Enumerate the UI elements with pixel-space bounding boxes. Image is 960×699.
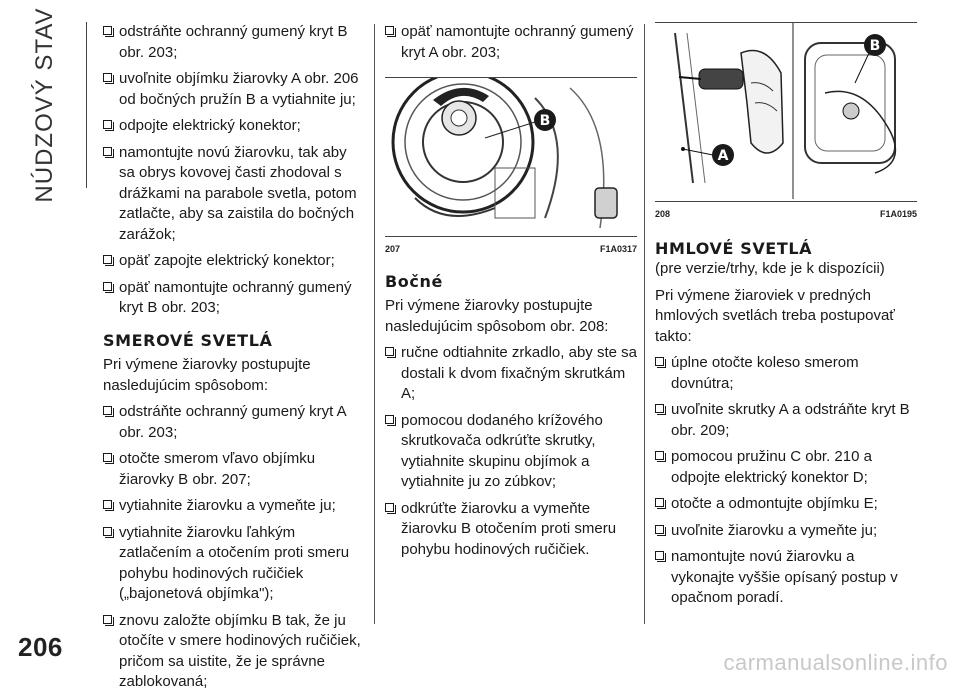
checkbox-square-icon [103,500,112,509]
checkbox-square-icon [655,357,664,366]
column-divider-1 [374,24,375,624]
list-item-text: pomocou dodaného krížového skrutkovača odkrúťte skrutky, vytiahnite skupinu objímok a vytiahnite ju zo zúbkov; [401,411,603,490]
watermark: carmanualsonline.info [723,650,948,675]
figure-208 [655,22,917,202]
list-item [103,69,363,110]
checkbox-square-icon [655,525,664,534]
section-intro: Pri výmene žiarovky postupujte nasledujúcim spôsobom: [103,356,311,394]
checkbox-square-icon [103,26,112,35]
checkbox-square-icon [103,255,112,264]
list-item [103,611,363,693]
figure-207 [385,77,637,237]
side-chapter-title [22,7,68,203]
section-intro: Pri výmene žiaroviek v predných hmlových svetlách treba postupovať takto: [655,286,895,345]
side-rule [86,22,87,188]
column-3 [655,22,917,615]
figure-207-caption [385,239,637,260]
list-item-text: úplne otočte koleso smerom dovnútra; [671,354,859,392]
list-item-text: vytiahnite žiarovku a vymeňte ju; [119,497,336,514]
figure-207-code: F1A0317 [599,244,637,254]
checkbox-square-icon [385,347,394,356]
list-item [655,400,917,441]
list-item [655,353,917,394]
list-item [103,251,363,272]
list-item-text: opäť zapojte elektrický konektor; [119,252,335,269]
figure-208-caption [655,204,917,225]
section-heading-turn-signals: SMEROVÉ SVETLÁ [103,330,273,350]
list-item [103,116,363,137]
checkbox-square-icon [655,551,664,560]
section-heading-note: (pre verzie/trhy, kde je k dispozícii) [655,260,885,277]
checkbox-square-icon [655,498,664,507]
list-item [103,22,363,63]
list-item-text: otočte a odmontujte objímku E; [671,495,878,512]
list-item-text: namontujte novú žiarovku, tak aby sa obrys kovovej časti zhodoval s drážkami na parabole svetla, potom zatlačte, aby sa zaistila do bočných zarážok; [119,143,357,243]
list-item-text: vytiahnite žiarovku ľahkým zatlačením a otočením proti smeru pohybu hodinových ručičiek („bajonetová objímka"); [119,523,350,602]
list-item-text: uvoľnite žiarovku a vymeňte ju; [671,521,878,539]
figure-208-illustration [655,23,917,199]
subsection-heading-side: Bočné [385,271,443,291]
checkbox-square-icon [385,26,394,35]
list-item [103,449,363,490]
list-item [385,22,637,63]
list-item [655,447,917,488]
column-divider-2 [644,24,645,624]
checkbox-square-icon [655,451,664,460]
list-item [655,547,917,609]
checkbox-square-icon [103,453,112,462]
checkbox-square-icon [103,406,112,415]
list-item-text: odkrúťte žiarovku a vymeňte žiarovku B otočením proti smeru pohybu hodinových ručičiek. [401,499,617,558]
list-item-text: odstráňte ochranný gumený kryt A obr. 203; [119,403,346,441]
list-item-text: namontujte novú žiarovku a vykonajte vyššie opísaný postup v opačnom poradí. [671,548,898,606]
checkbox-square-icon [103,615,112,624]
figure-208-number: 208 [655,209,671,219]
list-item [103,523,363,605]
list-item-text: znovu založte objímku B tak, že ju otočíte v smere hodinových ručičiek, pričom sa uistite, že je správne zablokovaná; [119,611,361,690]
list-item [385,411,637,493]
figure-208-code: F1A0195 [879,209,917,219]
checkbox-square-icon [103,527,112,536]
list-item-text: opäť namontujte ochranný gumený kryt B obr. 203; [119,278,352,316]
figure-208-label-a: A [717,148,729,164]
list-item-text: odpojte elektrický konektor; [119,117,301,134]
checkbox-square-icon [103,73,112,82]
checkbox-square-icon [385,415,394,424]
checkbox-square-icon [385,503,394,512]
list-item [655,494,917,515]
subsection-intro: Pri výmene žiarovky postupujte nasledujúcim spôsobom obr. 208: [385,297,609,335]
list-item [103,143,363,246]
list-item-text: odstráňte ochranný gumený kryt B obr. 203; [119,23,348,61]
figure-207-number: 207 [385,244,401,254]
side-chapter-title-text: NÚDZOVÝ STAV [31,7,58,203]
list-item [655,521,917,542]
list-item-text: pomocou pružinu C obr. 210 a odpojte elektrický konektor D; [671,448,872,486]
list-item [385,343,637,405]
list-bottom [103,402,363,693]
list-top [103,22,363,319]
page-number: 206 [18,632,63,662]
checkbox-square-icon [103,147,112,156]
checkbox-square-icon [103,120,112,129]
figure-208-label-b: B [869,38,881,54]
list-item [103,402,363,443]
list-item-text: uvoľnite objímku žiarovky A obr. 206 od bočných pružín B a vytiahnite ju; [119,70,359,108]
figure-207-illustration [385,78,637,234]
list-item [103,278,363,319]
list-item-text: opäť namontujte ochranný gumený kryt A obr. 203; [401,23,634,61]
checkbox-square-icon [103,282,112,291]
list-item [385,499,637,561]
section-heading-fog-lights: HMLOVÉ SVETLÁ [655,238,813,258]
list-item [103,496,363,517]
checkbox-square-icon [655,404,664,413]
column-2 [385,22,637,566]
figure-207-label-b: B [539,113,551,129]
column-1 [103,22,363,699]
list-item-text: uvoľnite skrutky A a odstráňte kryt B obr. 209; [671,401,910,439]
list-item-text: ručne odtiahnite zrkadlo, aby ste sa dostali k dvom fixačným skrutkám A; [401,344,637,402]
list-item-text: otočte smerom vľavo objímku žiarovky B obr. 207; [119,450,316,488]
